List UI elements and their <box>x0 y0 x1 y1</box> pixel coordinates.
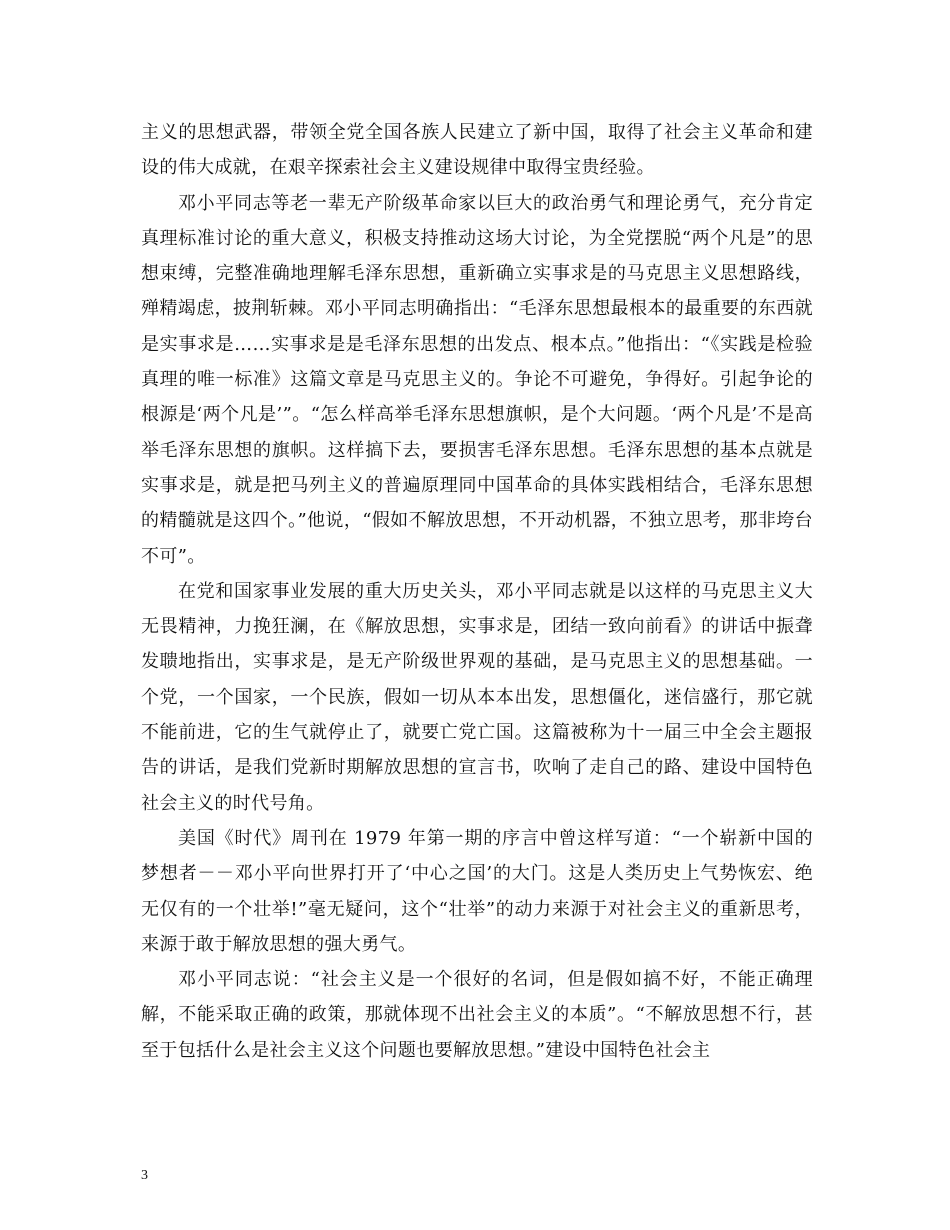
page-number: 3 <box>141 1168 148 1183</box>
paragraph-2: 邓小平同志等老一辈无产阶级革命家以巨大的政治勇气和理论勇气，充分肯定真理标准讨论的重大意义，积极支持推动这场大讨论，为全党摆脱“两个凡是”的思想束缚，完整准确地理解毛泽东思想，重新确立实事求是的马克思主义思想路线，殚精竭虑，披荆斩棘。邓小平同志明确指出：“毛泽东思想最根本的最重要的东西就是实事求是……实事求是是毛泽东思想的出发点、根本点。”他指出：“《实践是检验真理的唯一标准》这篇文章是马克思主义的。争论不可避免，争得好。引起争论的根源是‘两个凡是’”。“怎么样高举毛泽东思想旗帜，是个大问题。‘两个凡是’不是高举毛泽东思想的旗帜。这样搞下去，要损害毛泽东思想。毛泽东思想的基本点就是实事求是，就是把马列主义的普遍原理同中国革命的具体实践相结合，毛泽东思想的精髓就是这四个。”他说，“假如不解放思想，不开动机器，不独立思考，那非垮台不可”。 <box>141 192 813 567</box>
document-body <box>141 115 813 1068</box>
paragraph-4: 美国《时代》周刊在 1979 年第一期的序言中曾这样写道：“一个崭新中国的梦想者－－邓小平向世界打开了‘中心之国’的大门。这是人类历史上气势恢宏、绝无仅有的一个壮举!”毫无疑问，这个“壮举”的动力来源于对社会主义的重新思考，来源于敢于解放思想的强大勇气。 <box>141 827 813 955</box>
paragraph-3: 在党和国家事业发展的重大历史关头，邓小平同志就是以这样的马克思主义大无畏精神，力挽狂澜，在《解放思想，实事求是，团结一致向前看》的讲话中振聋发聩地指出，实事求是，是无产阶级世界观的基础，是马克思主义的思想基础。一个党，一个国家，一个民族，假如一切从本本出发，思想僵化，迷信盛行，那它就不能前进，它的生气就停止了，就要亡党亡国。这篇被称为十一届三中全会主题报告的讲话，是我们党新时期解放思想的宣言书，吹响了走自己的路、建设中国特色社会主义的时代号角。 <box>141 580 813 814</box>
paragraph-1: 主义的思想武器，带领全党全国各族人民建立了新中国，取得了社会主义革命和建设的伟大成就，在艰辛探索社会主义建设规律中取得宝贵经验。 <box>141 122 813 179</box>
paragraph-5: 邓小平同志说：“社会主义是一个很好的名词，但是假如搞不好，不能正确理解，不能采取正确的政策，那就体现不出社会主义的本质”。“不解放思想不行，甚至于包括什么是社会主义这个问题也要解放思想。”建设中国特色社会主 <box>141 969 813 1061</box>
